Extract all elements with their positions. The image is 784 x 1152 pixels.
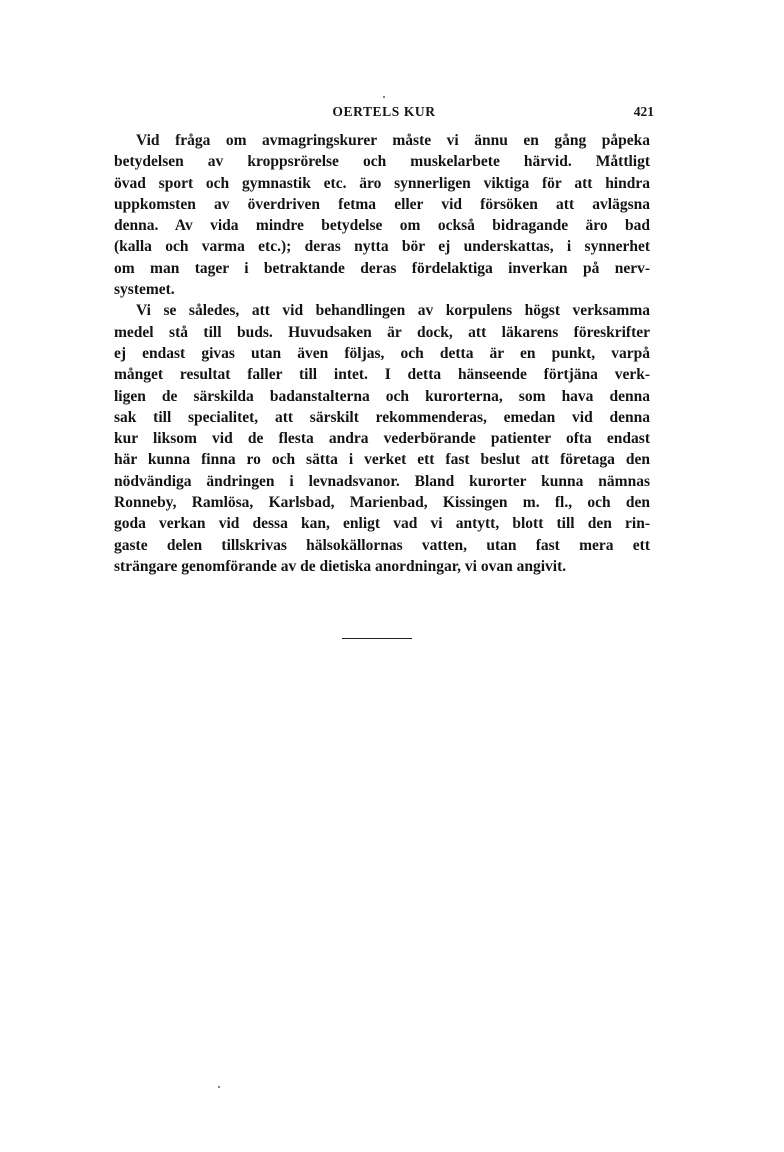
- text-line: betydelsen av kroppsrörelse och muskelarbete härvid. Måttligt: [114, 153, 650, 171]
- text-line: systemet.: [114, 281, 175, 299]
- text-line: Vid fråga om avmagringskurer måste vi ännu en gång påpeka: [136, 132, 650, 149]
- page-number: 421: [633, 104, 654, 119]
- print-speck: [218, 1086, 220, 1088]
- text-line: gaste delen tillskrivas hälsokällornas vatten, utan fast mera ett: [114, 536, 650, 554]
- body-text: [114, 130, 650, 577]
- print-speck: [383, 96, 385, 98]
- text-line: uppkomsten av överdriven fetma eller vid försöken att avlägsna: [114, 195, 650, 213]
- text-line: om man tager i betraktande deras fördelaktiga inverkan på nerv-: [114, 259, 650, 277]
- text-line: medel stå till buds. Huvudsaken är dock, att läkarens föreskrifter: [114, 323, 650, 341]
- text-line: strängare genomförande av de dietiska anordningar, vi ovan angivit.: [114, 557, 567, 575]
- text-line: Ronneby, Ramlösa, Karlsbad, Marienbad, Kissingen m. fl., och den: [114, 494, 650, 512]
- text-line: Vi se således, att vid behandlingen av korpulens högst verksamma: [136, 302, 650, 320]
- text-line: (kalla och varma etc.); deras nytta bör ej underskattas, i synnerhet: [114, 238, 650, 256]
- section-end-rule: [342, 638, 412, 639]
- text-line: nödvändiga ändringen i levnadsvanor. Bland kurorter kunna nämnas: [114, 472, 650, 490]
- text-line: ligen de särskilda badanstalterna och kurorterna, som hava denna: [114, 387, 650, 405]
- running-head-title: OERTELS KUR: [332, 104, 436, 119]
- text-line: ej endast givas utan även följas, och detta är en punkt, varpå: [114, 344, 650, 362]
- running-head: [114, 104, 654, 124]
- text-line: kur liksom vid de flesta andra vederbörande patienter ofta endast: [114, 430, 650, 448]
- text-line: månget resultat faller till intet. I detta hänseende förtjäna verk-: [114, 366, 650, 384]
- text-line: övad sport och gymnastik etc. äro synnerligen viktiga för att hindra: [114, 174, 650, 192]
- text-line: denna. Av vida mindre betydelse om också bidragande äro bad: [114, 217, 650, 235]
- text-line: sak till specialitet, att särskilt rekommenderas, emedan vid denna: [114, 408, 650, 426]
- text-line: här kunna finna ro och sätta i verket ett fast beslut att företaga den: [114, 451, 650, 469]
- text-line: goda verkan vid dessa kan, enligt vad vi antytt, blott till den rin-: [114, 515, 650, 533]
